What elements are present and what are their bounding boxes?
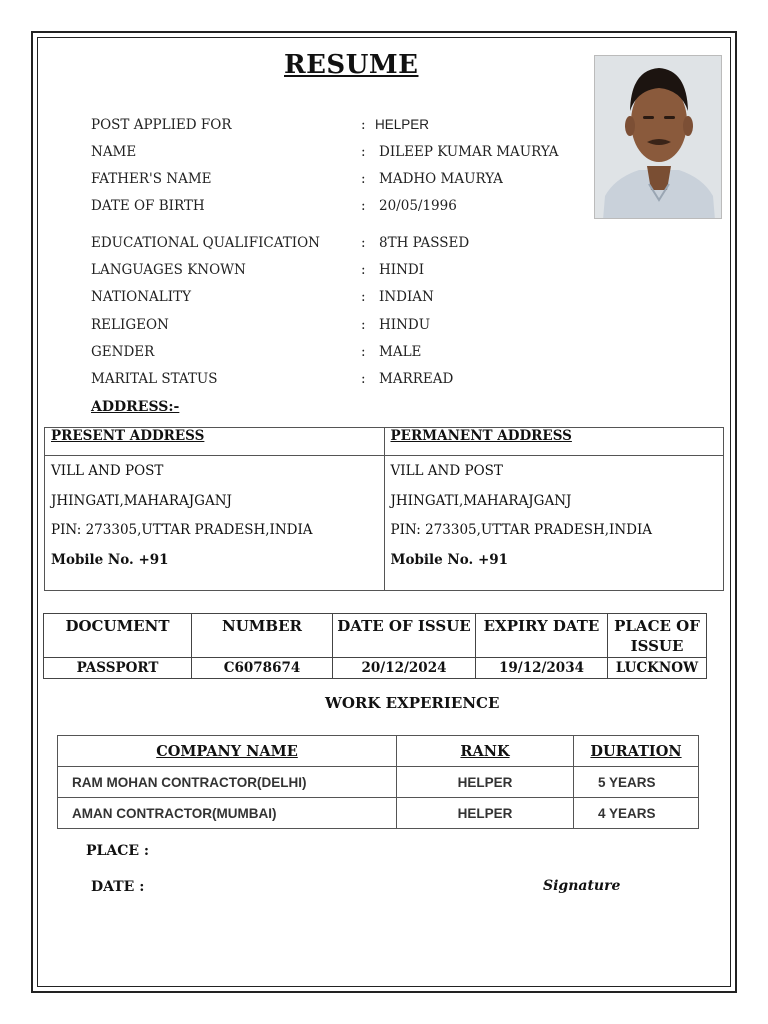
address-table xyxy=(44,427,724,591)
table-row xyxy=(58,767,699,798)
info-label: FATHER'S NAME xyxy=(91,171,212,187)
info-colon: : xyxy=(361,262,366,278)
doc-cell-document: PASSPORT xyxy=(44,658,192,679)
info-value: MARREAD xyxy=(379,371,454,387)
signature-label: Signature xyxy=(543,878,621,894)
doc-cell-number: C6078674 xyxy=(192,658,333,679)
info-value: 8TH PASSED xyxy=(379,235,470,251)
info-label: LANGUAGES KNOWN xyxy=(91,262,246,278)
info-colon: : xyxy=(361,371,366,387)
work-header-rank: RANK xyxy=(397,736,574,767)
work-cell-rank: HELPER xyxy=(397,767,574,798)
permanent-address-line: JHINGATI,MAHARAJGANJ xyxy=(390,492,572,509)
info-value: MALE xyxy=(379,344,422,360)
work-header-company: COMPANY NAME xyxy=(58,736,397,767)
work-cell-duration: 5 YEARS xyxy=(574,767,699,798)
doc-header-expiry-date: EXPIRY DATE xyxy=(476,614,608,658)
info-label: GENDER xyxy=(91,344,155,360)
info-colon: : xyxy=(361,289,366,305)
info-value: INDIAN xyxy=(379,289,434,305)
info-label: MARITAL STATUS xyxy=(91,371,218,387)
permanent-address-title: PERMANENT ADDRESS xyxy=(384,428,724,456)
work-header-duration: DURATION xyxy=(574,736,699,767)
doc-header-date-of-issue: DATE OF ISSUE xyxy=(333,614,476,658)
permanent-mobile: Mobile No. +91 xyxy=(390,551,509,568)
info-label: POST APPLIED FOR xyxy=(91,117,232,133)
doc-cell-expiry-date: 19/12/2034 xyxy=(476,658,608,679)
doc-header-document: DOCUMENT xyxy=(44,614,192,658)
doc-header-number: NUMBER xyxy=(192,614,333,658)
permanent-address-cell xyxy=(384,456,724,591)
info-colon: : xyxy=(361,171,366,187)
present-address-line: JHINGATI,MAHARAJGANJ xyxy=(51,492,232,509)
doc-header-place-of-issue: PLACE OF ISSUE xyxy=(608,614,707,658)
info-colon: : xyxy=(361,344,366,360)
work-cell-duration: 4 YEARS xyxy=(574,798,699,829)
info-colon: : xyxy=(361,144,366,160)
info-colon: : xyxy=(361,117,366,133)
info-colon: : xyxy=(361,317,366,333)
permanent-address-line: PIN: 273305,UTTAR PRADESH,INDIA xyxy=(390,522,653,538)
present-mobile: Mobile No. +91 xyxy=(51,551,169,568)
person-photo-icon xyxy=(595,56,722,219)
date-label: DATE : xyxy=(91,879,145,895)
permanent-address-line: VILL AND POST xyxy=(390,463,503,479)
info-colon: : xyxy=(361,235,366,251)
present-address-line: PIN: 273305,UTTAR PRADESH,INDIA xyxy=(51,522,313,538)
info-value: HELPER xyxy=(375,117,430,132)
info-value: HINDI xyxy=(379,262,425,278)
resume-title: RESUME xyxy=(284,50,419,80)
info-label: DATE OF BIRTH xyxy=(91,198,205,214)
info-value: 20/05/1996 xyxy=(379,198,457,214)
info-colon: : xyxy=(361,198,366,214)
table-row xyxy=(58,798,699,829)
work-cell-company: RAM MOHAN CONTRACTOR(DELHI) xyxy=(58,767,397,798)
info-label: EDUCATIONAL QUALIFICATION xyxy=(91,235,320,251)
present-address-cell xyxy=(45,456,385,591)
present-address-line: VILL AND POST xyxy=(51,463,164,479)
work-cell-company: AMAN CONTRACTOR(MUMBAI) xyxy=(58,798,397,829)
doc-cell-date-of-issue: 20/12/2024 xyxy=(333,658,476,679)
info-label: NATIONALITY xyxy=(91,289,192,305)
info-value: MADHO MAURYA xyxy=(379,171,503,187)
present-address-title: PRESENT ADDRESS xyxy=(45,428,385,456)
work-cell-rank: HELPER xyxy=(397,798,574,829)
table-row xyxy=(44,658,707,679)
doc-cell-place-of-issue: LUCKNOW xyxy=(608,658,707,679)
work-experience-table xyxy=(57,735,699,829)
info-label: RELIGEON xyxy=(91,317,169,333)
info-value: HINDU xyxy=(379,317,431,333)
address-heading: ADDRESS:- xyxy=(91,399,180,415)
info-label: NAME xyxy=(91,144,137,160)
profile-photo xyxy=(594,55,722,219)
place-label: PLACE : xyxy=(86,843,150,859)
info-value: DILEEP KUMAR MAURYA xyxy=(379,144,559,160)
document-table xyxy=(43,613,707,679)
work-experience-title: WORK EXPERIENCE xyxy=(325,694,500,712)
